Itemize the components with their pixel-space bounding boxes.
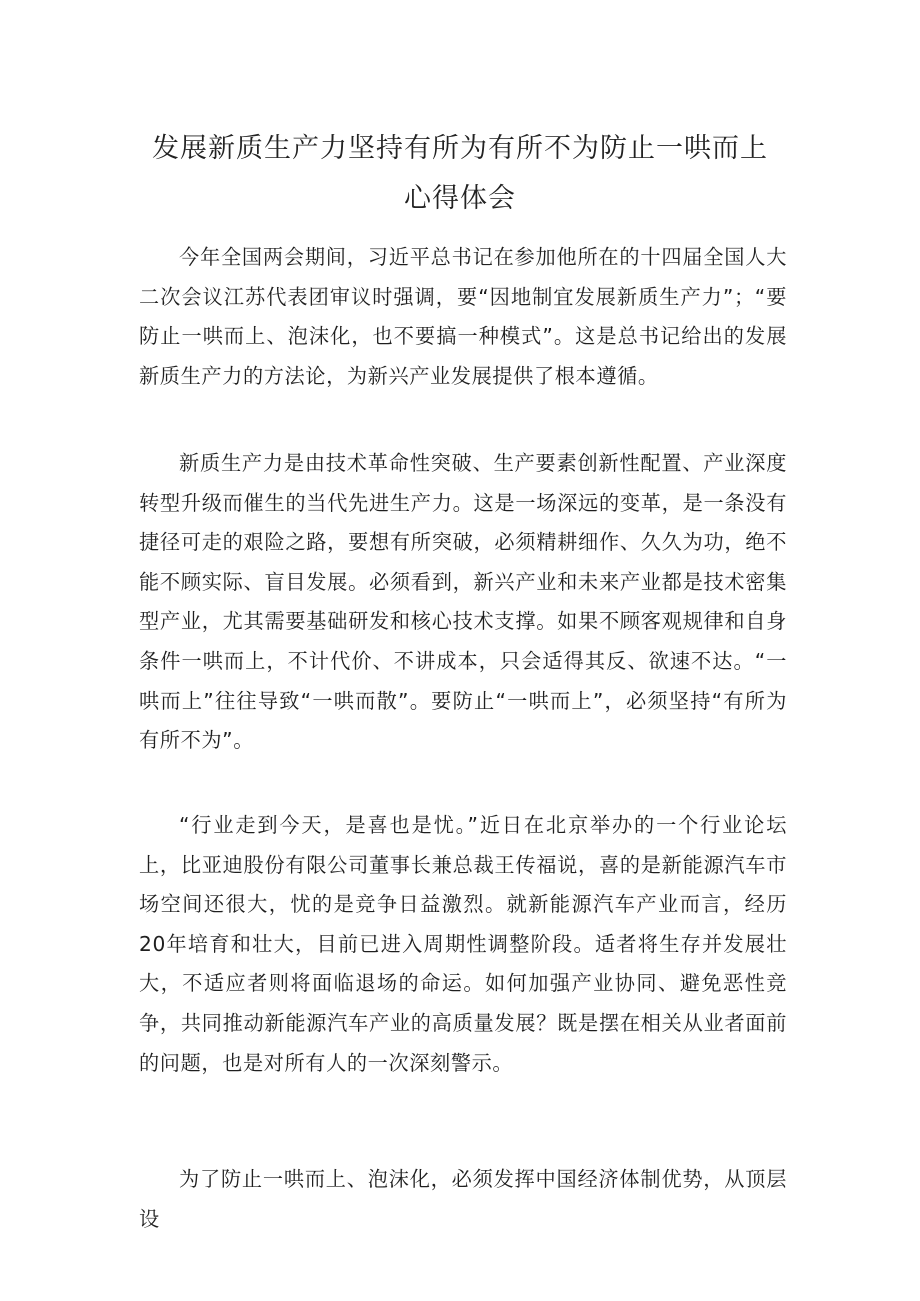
document-title-line-1: 发展新质生产力坚持有所为有所不为防止一哄而上: [152, 133, 768, 164]
paragraph-1: 今年全国两会期间，习近平总书记在参加他所在的十四届全国人大二次会议江苏代表团审议时强调，要“因地制宜发展新质生产力”；“要防止一哄而上、泡沫化，也不要搞一种模式”。这是总书记给出的发展新质生产力的方法论，为新兴产业发展提供了根本遵循。: [139, 245, 787, 388]
paragraph-2: 新质生产力是由技术革命性突破、生产要素创新性配置、产业深度转型升级而催生的当代先进生产力。这是一场深远的变革，是一条没有捷径可走的艰险之路，要想有所突破，必须精耕细作、久久为功，绝不能不顾实际、盲目发展。必须看到，新兴产业和未来产业都是技术密集型产业，尤其需要基础研发和核心技术支撑。如果不顾客观规律和自身条件一哄而上，不计代价、不讲成本，只会适得其反、欲速不达。“一哄而上”往往导致“一哄而散”。要防止“一哄而上”，必须坚持“有所为有所不为”。: [139, 451, 787, 753]
paragraph-3: “行业走到今天，是喜也是忧。”近日在北京举办的一个行业论坛上，比亚迪股份有限公司董事长兼总裁王传福说，喜的是新能源汽车市场空间还很大，忧的是竞争日益激烈。就新能源汽车产业而言，经历20年培育和壮大，目前已进入周期性调整阶段。适者将生存并发展壮大，不适应者则将面临退场的命运。如何加强产业协同、避免恶性竞争，共同推动新能源汽车产业的高质量发展？既是摆在相关从业者面前的问题，也是对所有人的一次深刻警示。: [139, 813, 787, 1075]
paragraph-4: 为了防止一哄而上、泡沫化，必须发挥中国经济体制优势，从顶层设: [139, 1167, 787, 1231]
document-title-line-2: 心得体会: [404, 183, 516, 214]
